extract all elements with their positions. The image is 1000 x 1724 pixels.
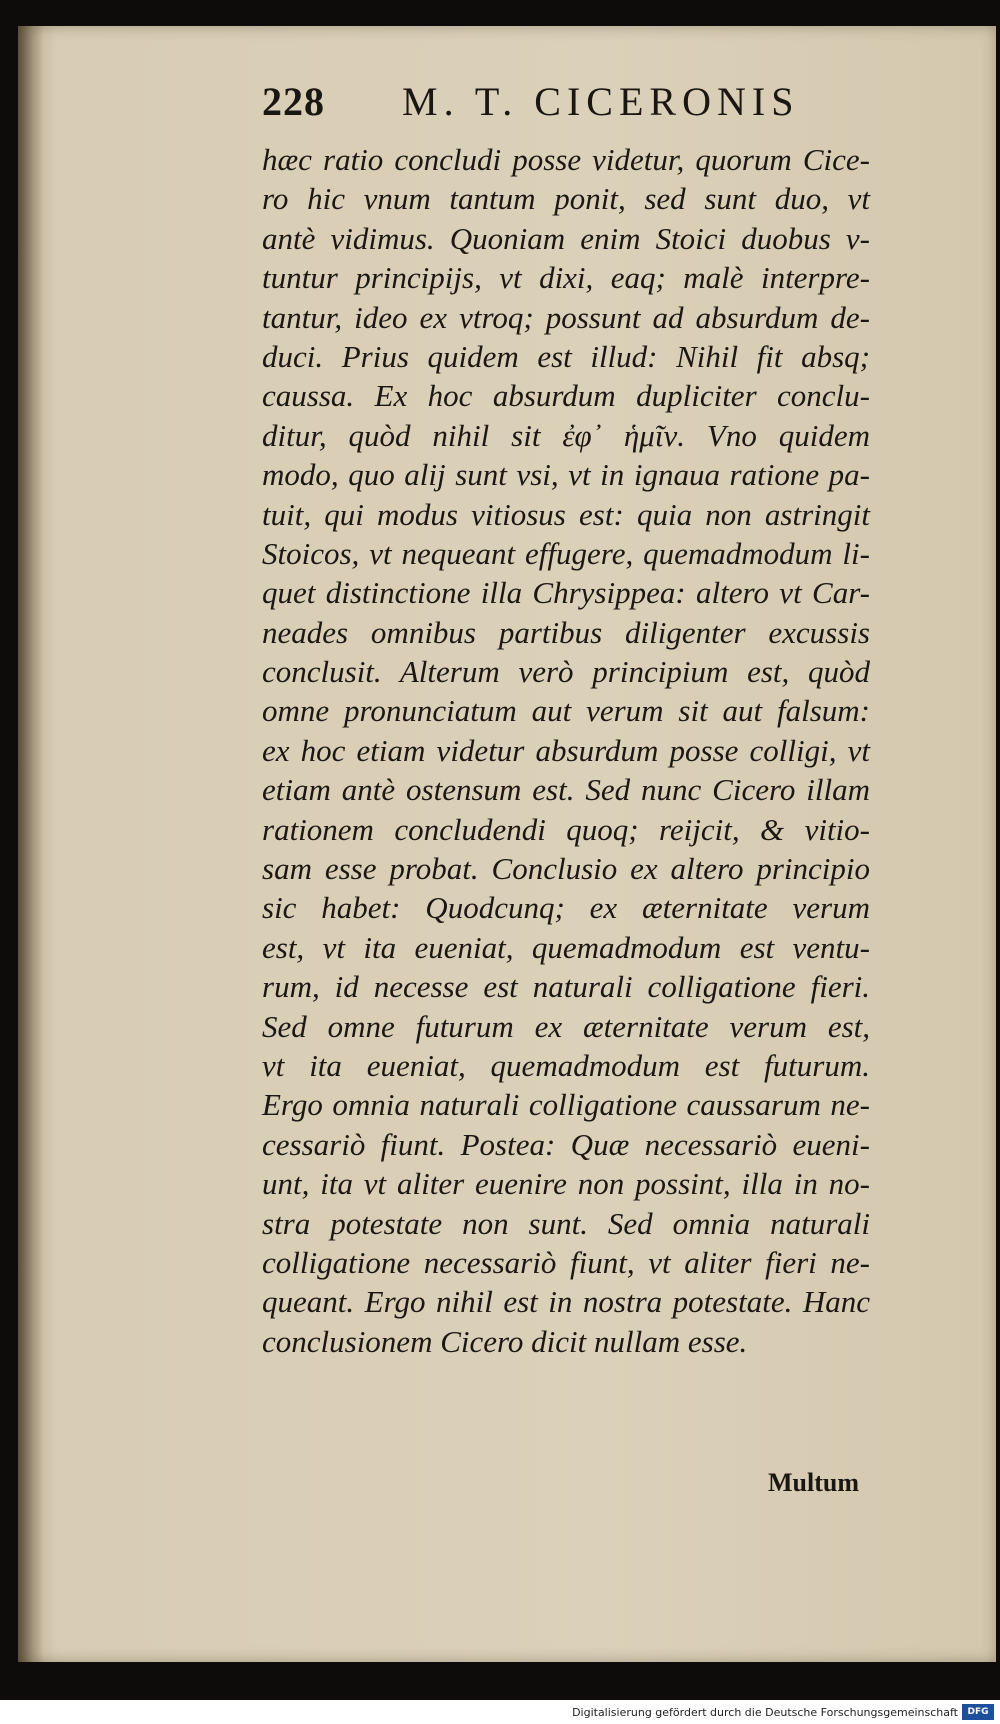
- text-line: etiam antè ostensum est. Sed nunc Cicero illam: [262, 772, 870, 808]
- text-line: ro hic vnum tantum ponit, sed sunt duo, vt: [262, 181, 870, 217]
- catchword: Multum: [768, 1468, 859, 1497]
- text-line: rationem concludendi quoq; reijcit, & vitio-: [262, 811, 870, 847]
- body-text: [262, 140, 870, 1361]
- text-line-last: conclusionem Cicero dicit nullam esse.: [262, 1323, 748, 1359]
- text-line: cessariò fiunt. Postea: Quæ necessariò eueni-: [262, 1126, 870, 1162]
- text-line: est, vt ita eueniat, quemadmodum est ventu-: [262, 929, 870, 965]
- text-line: tantur, ideo ex vtroq; possunt ad absurdum de-: [262, 299, 870, 335]
- digitization-footer: [0, 1700, 1000, 1724]
- text-line: stra potestate non sunt. Sed omnia naturali: [262, 1205, 870, 1241]
- text-line: ditur, quòd nihil sit ἐφ᾿ ἡμῖν. Vno quidem: [262, 417, 870, 453]
- text-line: sic habet: Quodcunq; ex æternitate verum: [262, 890, 870, 926]
- text-line: duci. Prius quidem est illud: Nihil fit absq;: [262, 338, 870, 374]
- text-line: omne pronunciatum aut verum sit aut falsum:: [262, 693, 870, 729]
- text-line: unt, ita vt aliter euenire non possint, illa in no-: [262, 1166, 870, 1202]
- text-line: antè vidimus. Quoniam enim Stoici duobus v-: [262, 220, 870, 256]
- text-line: modo, quo alij sunt vsi, vt in ignaua ratione pa-: [262, 457, 870, 493]
- text-line: queant. Ergo nihil est in nostra potestate. Hanc: [262, 1284, 870, 1320]
- text-line: tuit, qui modus vitiosus est: quia non astringit: [262, 496, 870, 532]
- page-header: [262, 78, 842, 138]
- text-line: Sed omne futurum ex æternitate verum est,: [262, 1008, 870, 1044]
- page-number: 228: [262, 79, 325, 124]
- gutter-shadow: [18, 26, 44, 1662]
- text-line: quet distinctione illa Chrysippea: altero vt Car-: [262, 575, 870, 611]
- text-line: caussa. Ex hoc absurdum dupliciter conclu-: [262, 378, 870, 414]
- text-line: Ergo omnia naturali colligatione caussarum ne-: [262, 1087, 870, 1123]
- text-line: Stoicos, vt nequeant effugere, quemadmodum li-: [262, 535, 870, 571]
- text-line: conclusit. Alterum verò principium est, quòd: [262, 654, 870, 690]
- text-line: neades omnibus partibus diligenter excussis: [262, 614, 870, 650]
- text-line: rum, id necesse est naturali colligatione fieri.: [262, 969, 870, 1005]
- text-line: vt ita eueniat, quemadmodum est futurum.: [262, 1047, 870, 1083]
- funding-note: Digitalisierung gefördert durch die Deutsche Forschungsgemeinschaft: [572, 1706, 958, 1719]
- text-line: tuntur principijs, vt dixi, eaq; malè interpre-: [262, 260, 870, 296]
- dfg-logo-icon: DFG: [962, 1704, 994, 1720]
- text-line: colligatione necessariò fiunt, vt aliter fieri ne-: [262, 1244, 870, 1280]
- text-line: hæc ratio concludi posse videtur, quorum Cice-: [262, 142, 870, 177]
- running-head: M. T. CICERONIS: [402, 79, 800, 124]
- text-line: sam esse probat. Conclusio ex altero principio: [262, 851, 870, 887]
- text-line: ex hoc etiam videtur absurdum posse colligi, vt: [262, 732, 870, 768]
